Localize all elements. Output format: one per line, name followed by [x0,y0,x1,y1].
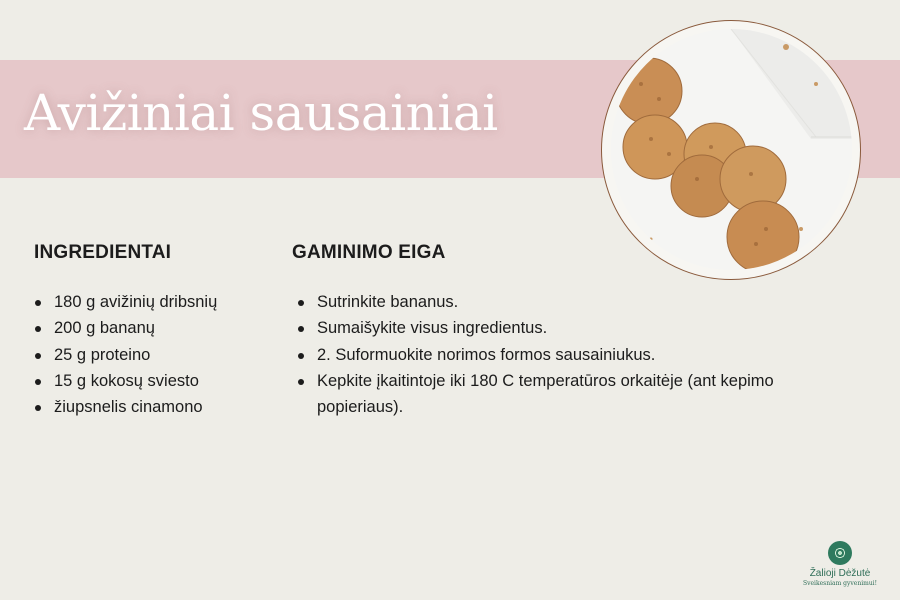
method-step: Sutrinkite bananus. [297,289,857,315]
brand-tagline: Sveikesniam gyvenimui! [802,580,878,587]
method-steps-list [297,289,857,420]
brand-name: Žalioji Dėžutė [809,568,871,579]
ingredient-item: 25 g proteino [34,342,274,368]
ingredient-item: 180 g avižinių dribsnių [34,289,274,315]
ingredient-item: žiupsnelis cinamono [34,394,274,420]
ingredients-list [34,289,274,420]
brand-logo [798,541,882,591]
page-title: Avižiniai sausainiai [24,84,498,142]
ingredients-heading: INGREDIENTAI [34,242,172,263]
ingredient-item: 200 g bananų [34,315,274,341]
method-step: Sumaišykite visus ingredientus. [297,315,857,341]
method-heading: GAMINIMO EIGA [292,242,446,263]
method-step: 2. Suformuokite norimos formos sausainiukus. [297,342,857,368]
brand-mandala-icon [828,541,852,565]
method-step: Kepkite įkaitintoje iki 180 C temperatūros orkaitėje (ant kepimo popieriaus). [297,368,857,421]
ingredient-item: 15 g kokosų sviesto [34,368,274,394]
oat-cookies-photo [611,29,852,270]
